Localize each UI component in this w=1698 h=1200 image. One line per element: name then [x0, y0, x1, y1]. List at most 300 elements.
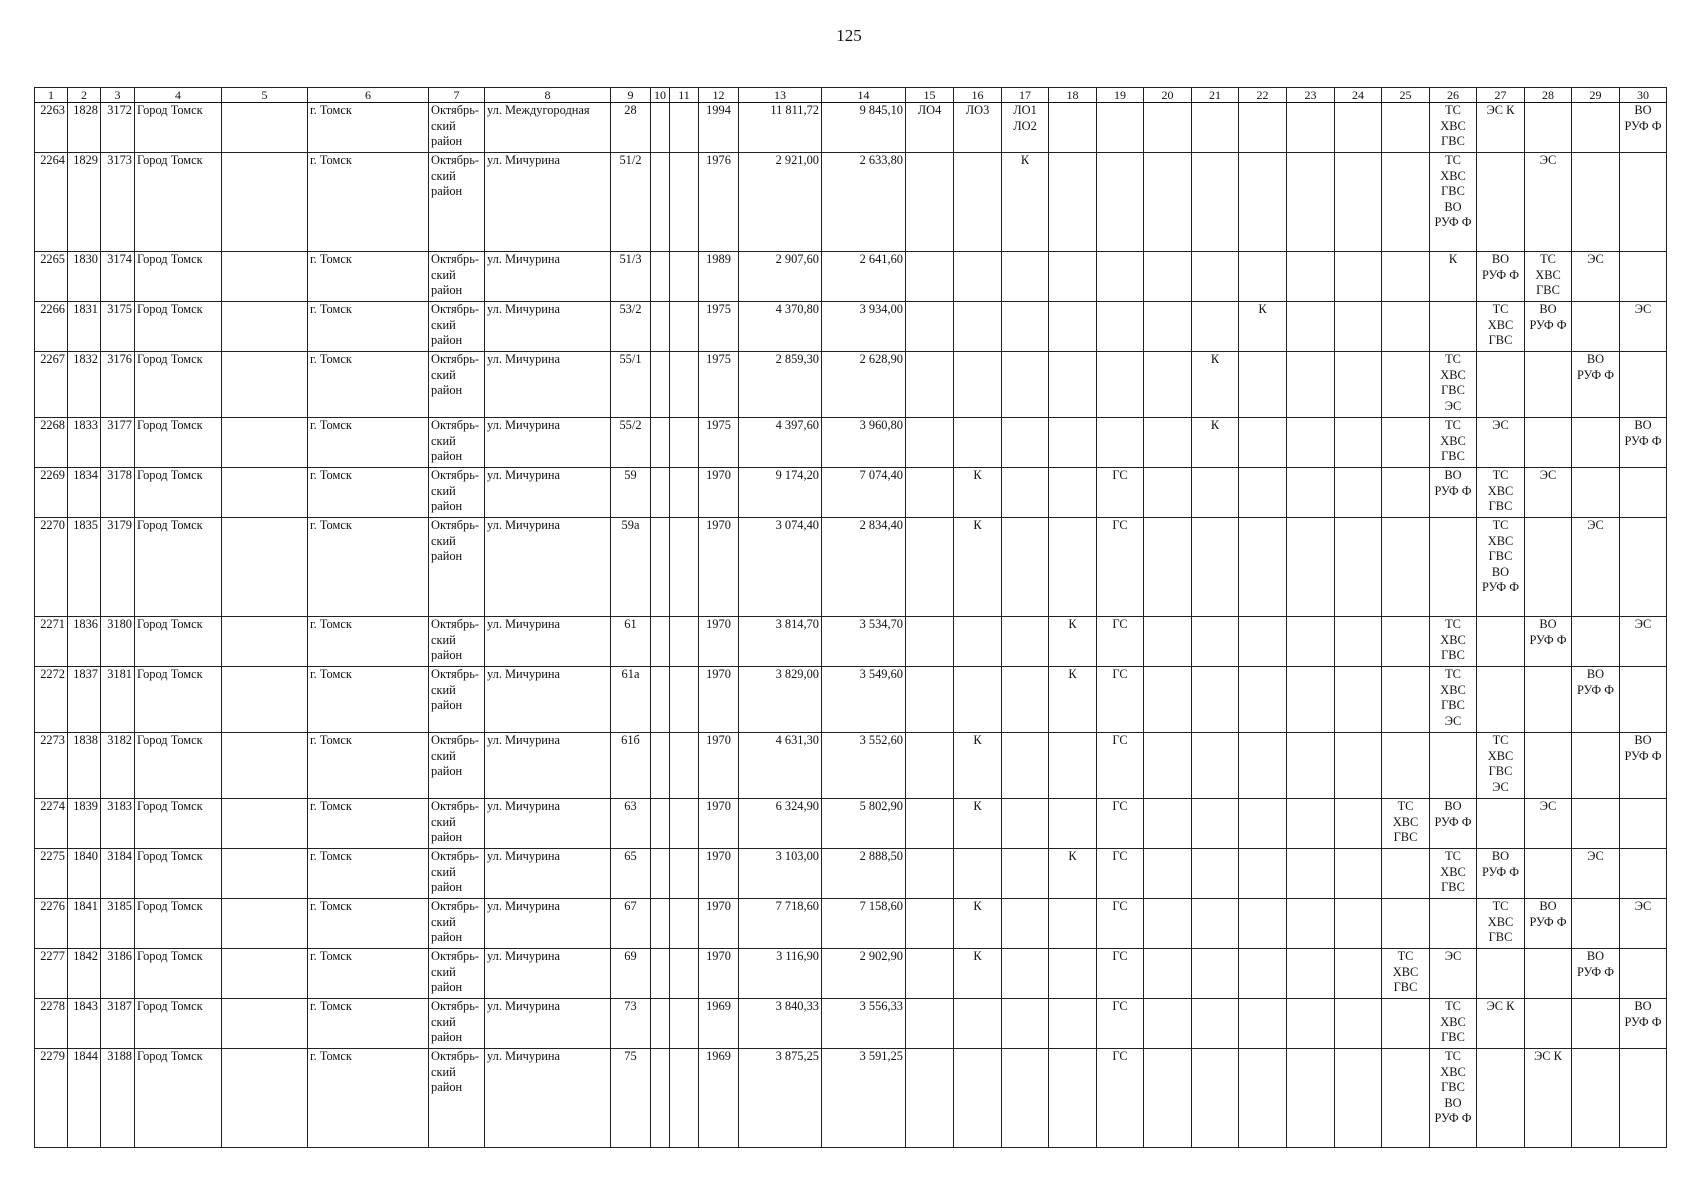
cell-col-20 — [1144, 999, 1192, 1049]
cell-col-30 — [1620, 949, 1667, 999]
cell-col-5 — [222, 667, 308, 733]
cell-col-16 — [954, 849, 1002, 899]
table-row — [35, 103, 1667, 153]
cell-col-8: ул. Мичурина — [485, 617, 611, 667]
cell-col-27: ЭС К — [1477, 103, 1525, 153]
cell-col-29: ЭС — [1572, 849, 1620, 899]
cell-col-18 — [1049, 418, 1097, 468]
cell-col-7: Октябрь- ский район — [429, 352, 485, 418]
cell-col-5 — [222, 849, 308, 899]
cell-col-4: Город Томск — [135, 418, 222, 468]
cell-col-19: ГС — [1097, 999, 1144, 1049]
cell-col-9: 55/1 — [611, 352, 651, 418]
cell-col-13: 3 116,90 — [739, 949, 822, 999]
cell-col-7: Октябрь- ский район — [429, 252, 485, 302]
cell-col-28: ВО РУФ Ф — [1525, 617, 1572, 667]
cell-col-22: К — [1239, 302, 1287, 352]
cell-col-25 — [1382, 518, 1430, 617]
table-row — [35, 468, 1667, 518]
cell-col-9: 59а — [611, 518, 651, 617]
cell-col-16 — [954, 999, 1002, 1049]
cell-col-18: К — [1049, 849, 1097, 899]
cell-col-21 — [1192, 153, 1239, 252]
column-number-row — [35, 88, 1667, 103]
cell-col-28: ВО РУФ Ф — [1525, 302, 1572, 352]
cell-col-1: 2277 — [35, 949, 68, 999]
cell-col-15 — [906, 252, 954, 302]
table-row — [35, 999, 1667, 1049]
cell-col-21 — [1192, 617, 1239, 667]
cell-col-15 — [906, 949, 954, 999]
cell-col-6: г. Томск — [308, 617, 429, 667]
table-row — [35, 899, 1667, 949]
cell-col-3: 3184 — [101, 849, 135, 899]
cell-col-6: г. Томск — [308, 949, 429, 999]
cell-col-18 — [1049, 103, 1097, 153]
cell-col-5 — [222, 468, 308, 518]
cell-col-14: 3 534,70 — [822, 617, 906, 667]
cell-col-18 — [1049, 153, 1097, 252]
cell-col-27: ЭС К — [1477, 999, 1525, 1049]
cell-col-14: 2 902,90 — [822, 949, 906, 999]
cell-col-9: 55/2 — [611, 418, 651, 468]
cell-col-26: ТС ХВС ГВС — [1430, 999, 1477, 1049]
cell-col-27: ТС ХВС ГВС — [1477, 302, 1525, 352]
cell-col-10 — [651, 252, 670, 302]
cell-col-6: г. Томск — [308, 849, 429, 899]
table-row — [35, 518, 1667, 617]
cell-col-29 — [1572, 617, 1620, 667]
cell-col-11 — [670, 153, 699, 252]
cell-col-20 — [1144, 1049, 1192, 1148]
cell-col-15 — [906, 1049, 954, 1148]
cell-col-1: 2275 — [35, 849, 68, 899]
cell-col-18 — [1049, 352, 1097, 418]
cell-col-12: 1989 — [699, 252, 739, 302]
cell-col-12: 1970 — [699, 667, 739, 733]
cell-col-15 — [906, 999, 954, 1049]
cell-col-3: 3181 — [101, 667, 135, 733]
column-number-28: 28 — [1525, 88, 1572, 103]
cell-col-28: ЭС — [1525, 153, 1572, 252]
cell-col-20 — [1144, 799, 1192, 849]
cell-col-30 — [1620, 252, 1667, 302]
cell-col-7: Октябрь- ский район — [429, 799, 485, 849]
cell-col-18 — [1049, 949, 1097, 999]
cell-col-30: ВО РУФ Ф — [1620, 733, 1667, 799]
cell-col-25 — [1382, 468, 1430, 518]
cell-col-29 — [1572, 302, 1620, 352]
cell-col-19 — [1097, 103, 1144, 153]
cell-col-2: 1844 — [68, 1049, 101, 1148]
cell-col-1: 2269 — [35, 468, 68, 518]
cell-col-22 — [1239, 799, 1287, 849]
cell-col-9: 51/2 — [611, 153, 651, 252]
cell-col-15: ЛО4 — [906, 103, 954, 153]
cell-col-6: г. Томск — [308, 799, 429, 849]
cell-col-1: 2268 — [35, 418, 68, 468]
cell-col-2: 1841 — [68, 899, 101, 949]
cell-col-6: г. Томск — [308, 468, 429, 518]
cell-col-24 — [1335, 518, 1382, 617]
cell-col-12: 1975 — [699, 302, 739, 352]
cell-col-4: Город Томск — [135, 1049, 222, 1148]
cell-col-24 — [1335, 667, 1382, 733]
cell-col-11 — [670, 418, 699, 468]
cell-col-17 — [1002, 1049, 1049, 1148]
cell-col-26: ВО РУФ Ф — [1430, 799, 1477, 849]
cell-col-20 — [1144, 153, 1192, 252]
cell-col-14: 3 549,60 — [822, 667, 906, 733]
cell-col-23 — [1287, 302, 1335, 352]
cell-col-5 — [222, 352, 308, 418]
cell-col-10 — [651, 667, 670, 733]
cell-col-16 — [954, 1049, 1002, 1148]
cell-col-23 — [1287, 153, 1335, 252]
column-number-15: 15 — [906, 88, 954, 103]
cell-col-4: Город Томск — [135, 999, 222, 1049]
cell-col-9: 63 — [611, 799, 651, 849]
cell-col-19 — [1097, 418, 1144, 468]
cell-col-2: 1840 — [68, 849, 101, 899]
cell-col-24 — [1335, 468, 1382, 518]
cell-col-24 — [1335, 352, 1382, 418]
cell-col-10 — [651, 468, 670, 518]
cell-col-25 — [1382, 999, 1430, 1049]
cell-col-22 — [1239, 733, 1287, 799]
cell-col-19 — [1097, 153, 1144, 252]
cell-col-5 — [222, 418, 308, 468]
cell-col-6: г. Томск — [308, 899, 429, 949]
cell-col-11 — [670, 617, 699, 667]
cell-col-11 — [670, 667, 699, 733]
table-row — [35, 849, 1667, 899]
cell-col-14: 7 074,40 — [822, 468, 906, 518]
cell-col-18 — [1049, 899, 1097, 949]
cell-col-10 — [651, 899, 670, 949]
cell-col-24 — [1335, 999, 1382, 1049]
cell-col-4: Город Томск — [135, 799, 222, 849]
cell-col-27: ТС ХВС ГВС — [1477, 468, 1525, 518]
cell-col-8: ул. Мичурина — [485, 849, 611, 899]
cell-col-16: К — [954, 899, 1002, 949]
cell-col-18: К — [1049, 667, 1097, 733]
cell-col-11 — [670, 999, 699, 1049]
cell-col-2: 1839 — [68, 799, 101, 849]
cell-col-19: ГС — [1097, 849, 1144, 899]
cell-col-28: ЭС — [1525, 799, 1572, 849]
cell-col-21 — [1192, 999, 1239, 1049]
cell-col-8: ул. Мичурина — [485, 1049, 611, 1148]
cell-col-30 — [1620, 667, 1667, 733]
cell-col-28 — [1525, 352, 1572, 418]
cell-col-9: 67 — [611, 899, 651, 949]
cell-col-19 — [1097, 252, 1144, 302]
cell-col-14: 2 834,40 — [822, 518, 906, 617]
cell-col-10 — [651, 949, 670, 999]
cell-col-7: Октябрь- ский район — [429, 103, 485, 153]
cell-col-6: г. Томск — [308, 418, 429, 468]
cell-col-29 — [1572, 153, 1620, 252]
cell-col-20 — [1144, 667, 1192, 733]
cell-col-8: ул. Мичурина — [485, 733, 611, 799]
cell-col-4: Город Томск — [135, 352, 222, 418]
cell-col-5 — [222, 949, 308, 999]
cell-col-24 — [1335, 617, 1382, 667]
cell-col-28: ЭС — [1525, 468, 1572, 518]
cell-col-7: Октябрь- ский район — [429, 418, 485, 468]
cell-col-26 — [1430, 733, 1477, 799]
table-row — [35, 949, 1667, 999]
cell-col-20 — [1144, 103, 1192, 153]
cell-col-28 — [1525, 949, 1572, 999]
cell-col-17: К — [1002, 153, 1049, 252]
cell-col-19: ГС — [1097, 949, 1144, 999]
table-row — [35, 733, 1667, 799]
cell-col-28 — [1525, 667, 1572, 733]
column-number-9: 9 — [611, 88, 651, 103]
cell-col-21 — [1192, 799, 1239, 849]
cell-col-10 — [651, 849, 670, 899]
cell-col-26: К — [1430, 252, 1477, 302]
cell-col-25 — [1382, 252, 1430, 302]
cell-col-23 — [1287, 617, 1335, 667]
cell-col-12: 1970 — [699, 849, 739, 899]
cell-col-26: ТС ХВС ГВС — [1430, 849, 1477, 899]
cell-col-16 — [954, 667, 1002, 733]
cell-col-29: ВО РУФ Ф — [1572, 949, 1620, 999]
cell-col-10 — [651, 999, 670, 1049]
cell-col-16 — [954, 153, 1002, 252]
cell-col-12: 1975 — [699, 352, 739, 418]
cell-col-12: 1976 — [699, 153, 739, 252]
cell-col-9: 69 — [611, 949, 651, 999]
cell-col-13: 4 370,80 — [739, 302, 822, 352]
cell-col-4: Город Томск — [135, 849, 222, 899]
cell-col-1: 2272 — [35, 667, 68, 733]
cell-col-6: г. Томск — [308, 252, 429, 302]
cell-col-20 — [1144, 352, 1192, 418]
cell-col-5 — [222, 153, 308, 252]
column-number-16: 16 — [954, 88, 1002, 103]
cell-col-10 — [651, 1049, 670, 1148]
cell-col-13: 4 397,60 — [739, 418, 822, 468]
cell-col-28 — [1525, 418, 1572, 468]
cell-col-14: 2 628,90 — [822, 352, 906, 418]
cell-col-24 — [1335, 899, 1382, 949]
cell-col-7: Октябрь- ский район — [429, 468, 485, 518]
cell-col-14: 3 960,80 — [822, 418, 906, 468]
cell-col-12: 1975 — [699, 418, 739, 468]
cell-col-6: г. Томск — [308, 103, 429, 153]
cell-col-4: Город Томск — [135, 617, 222, 667]
cell-col-15 — [906, 667, 954, 733]
cell-col-20 — [1144, 418, 1192, 468]
cell-col-25 — [1382, 352, 1430, 418]
cell-col-21 — [1192, 302, 1239, 352]
cell-col-11 — [670, 1049, 699, 1148]
column-number-7: 7 — [429, 88, 485, 103]
cell-col-23 — [1287, 799, 1335, 849]
cell-col-11 — [670, 103, 699, 153]
cell-col-15 — [906, 468, 954, 518]
cell-col-10 — [651, 302, 670, 352]
cell-col-25 — [1382, 1049, 1430, 1148]
cell-col-24 — [1335, 252, 1382, 302]
cell-col-5 — [222, 302, 308, 352]
cell-col-22 — [1239, 352, 1287, 418]
cell-col-3: 3182 — [101, 733, 135, 799]
cell-col-23 — [1287, 352, 1335, 418]
cell-col-13: 9 174,20 — [739, 468, 822, 518]
cell-col-25 — [1382, 418, 1430, 468]
cell-col-9: 61а — [611, 667, 651, 733]
cell-col-21 — [1192, 252, 1239, 302]
cell-col-16 — [954, 418, 1002, 468]
cell-col-11 — [670, 799, 699, 849]
cell-col-15 — [906, 352, 954, 418]
cell-col-3: 3180 — [101, 617, 135, 667]
column-number-19: 19 — [1097, 88, 1144, 103]
cell-col-11 — [670, 302, 699, 352]
cell-col-2: 1838 — [68, 733, 101, 799]
column-number-14: 14 — [822, 88, 906, 103]
cell-col-18 — [1049, 468, 1097, 518]
cell-col-25 — [1382, 153, 1430, 252]
cell-col-9: 61 — [611, 617, 651, 667]
cell-col-1: 2264 — [35, 153, 68, 252]
cell-col-3: 3186 — [101, 949, 135, 999]
cell-col-2: 1836 — [68, 617, 101, 667]
cell-col-4: Город Томск — [135, 153, 222, 252]
cell-col-13: 3 840,33 — [739, 999, 822, 1049]
cell-col-13: 11 811,72 — [739, 103, 822, 153]
cell-col-30 — [1620, 1049, 1667, 1148]
cell-col-29: ВО РУФ Ф — [1572, 667, 1620, 733]
cell-col-24 — [1335, 1049, 1382, 1148]
cell-col-29 — [1572, 418, 1620, 468]
cell-col-12: 1994 — [699, 103, 739, 153]
cell-col-28: ЭС К — [1525, 1049, 1572, 1148]
cell-col-24 — [1335, 849, 1382, 899]
cell-col-3: 3175 — [101, 302, 135, 352]
cell-col-11 — [670, 949, 699, 999]
cell-col-23 — [1287, 899, 1335, 949]
cell-col-20 — [1144, 899, 1192, 949]
cell-col-6: г. Томск — [308, 518, 429, 617]
cell-col-9: 28 — [611, 103, 651, 153]
cell-col-22 — [1239, 667, 1287, 733]
table-row — [35, 418, 1667, 468]
cell-col-13: 3 829,00 — [739, 667, 822, 733]
cell-col-24 — [1335, 302, 1382, 352]
cell-col-3: 3178 — [101, 468, 135, 518]
cell-col-28: ВО РУФ Ф — [1525, 899, 1572, 949]
cell-col-26: ТС ХВС ГВС ЭС — [1430, 667, 1477, 733]
cell-col-11 — [670, 899, 699, 949]
cell-col-7: Октябрь- ский район — [429, 899, 485, 949]
cell-col-10 — [651, 733, 670, 799]
cell-col-18 — [1049, 252, 1097, 302]
cell-col-20 — [1144, 849, 1192, 899]
cell-col-7: Октябрь- ский район — [429, 153, 485, 252]
cell-col-2: 1833 — [68, 418, 101, 468]
column-number-30: 30 — [1620, 88, 1667, 103]
cell-col-7: Октябрь- ский район — [429, 617, 485, 667]
cell-col-15 — [906, 799, 954, 849]
table-row — [35, 667, 1667, 733]
cell-col-30 — [1620, 518, 1667, 617]
column-number-1: 1 — [35, 88, 68, 103]
cell-col-23 — [1287, 103, 1335, 153]
cell-col-14: 9 845,10 — [822, 103, 906, 153]
cell-col-26: ЭС — [1430, 949, 1477, 999]
cell-col-7: Октябрь- ский район — [429, 667, 485, 733]
cell-col-13: 3 875,25 — [739, 1049, 822, 1148]
cell-col-12: 1969 — [699, 1049, 739, 1148]
cell-col-24 — [1335, 103, 1382, 153]
cell-col-7: Октябрь- ский район — [429, 518, 485, 617]
cell-col-27: ТС ХВС ГВС ЭС — [1477, 733, 1525, 799]
cell-col-19: ГС — [1097, 468, 1144, 518]
cell-col-29 — [1572, 799, 1620, 849]
cell-col-10 — [651, 617, 670, 667]
cell-col-1: 2278 — [35, 999, 68, 1049]
cell-col-8: ул. Мичурина — [485, 667, 611, 733]
cell-col-18 — [1049, 302, 1097, 352]
cell-col-17 — [1002, 418, 1049, 468]
cell-col-21 — [1192, 103, 1239, 153]
cell-col-7: Октябрь- ский район — [429, 733, 485, 799]
cell-col-20 — [1144, 302, 1192, 352]
column-number-13: 13 — [739, 88, 822, 103]
cell-col-18: К — [1049, 617, 1097, 667]
cell-col-14: 3 556,33 — [822, 999, 906, 1049]
cell-col-11 — [670, 849, 699, 899]
cell-col-4: Город Томск — [135, 468, 222, 518]
cell-col-1: 2265 — [35, 252, 68, 302]
cell-col-29 — [1572, 1049, 1620, 1148]
cell-col-16 — [954, 302, 1002, 352]
cell-col-23 — [1287, 999, 1335, 1049]
cell-col-30 — [1620, 849, 1667, 899]
cell-col-3: 3176 — [101, 352, 135, 418]
cell-col-21 — [1192, 667, 1239, 733]
cell-col-17 — [1002, 468, 1049, 518]
cell-col-14: 3 591,25 — [822, 1049, 906, 1148]
cell-col-4: Город Томск — [135, 518, 222, 617]
cell-col-27 — [1477, 799, 1525, 849]
cell-col-26: ТС ХВС ГВС — [1430, 617, 1477, 667]
cell-col-15 — [906, 418, 954, 468]
cell-col-13: 7 718,60 — [739, 899, 822, 949]
column-number-21: 21 — [1192, 88, 1239, 103]
cell-col-28: ТС ХВС ГВС — [1525, 252, 1572, 302]
cell-col-2: 1832 — [68, 352, 101, 418]
table-row — [35, 302, 1667, 352]
cell-col-10 — [651, 418, 670, 468]
cell-col-29 — [1572, 103, 1620, 153]
column-number-5: 5 — [222, 88, 308, 103]
cell-col-6: г. Томск — [308, 352, 429, 418]
cell-col-1: 2266 — [35, 302, 68, 352]
cell-col-13: 3 814,70 — [739, 617, 822, 667]
cell-col-12: 1970 — [699, 799, 739, 849]
cell-col-21 — [1192, 468, 1239, 518]
page-number: 125 — [836, 26, 862, 45]
cell-col-5 — [222, 103, 308, 153]
cell-col-23 — [1287, 468, 1335, 518]
